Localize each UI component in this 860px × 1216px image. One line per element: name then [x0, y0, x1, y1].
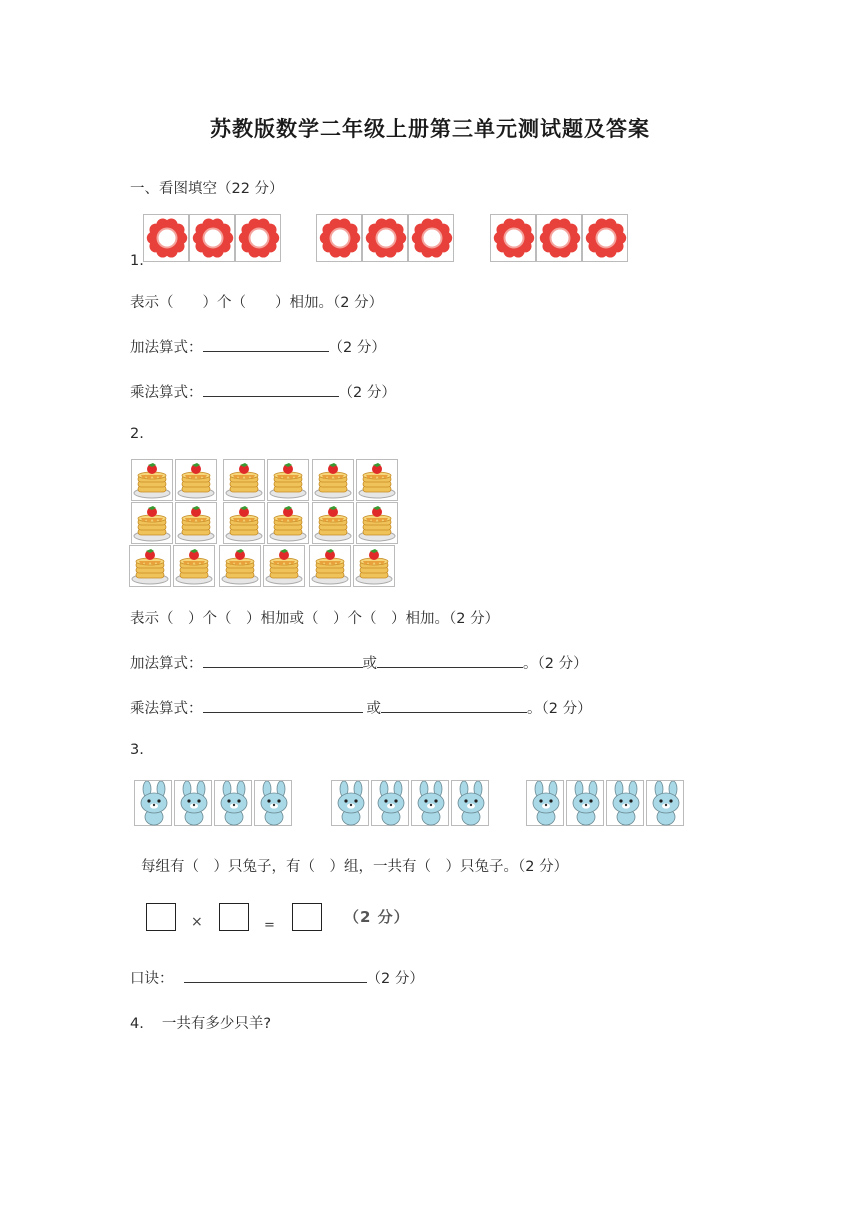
rabbit-icon — [526, 780, 564, 826]
q3-factor-box-2[interactable] — [219, 903, 249, 931]
pancake-with-strawberry-icon — [312, 502, 354, 544]
q2-multiplication-or: 或 — [366, 701, 381, 717]
q1-multiplication-blank[interactable] — [203, 382, 339, 397]
rabbit-icon — [214, 780, 252, 826]
equals-sign: = — [264, 918, 275, 933]
rabbit-icon — [451, 780, 489, 826]
q2-multiplication-label: 乘法算式： — [130, 701, 203, 717]
q1-multiplication-label: 乘法算式： — [130, 385, 203, 401]
rabbit-icon — [411, 780, 449, 826]
question-3-number: 3. — [130, 742, 144, 758]
pancake-with-strawberry-icon — [223, 459, 265, 501]
rabbit-icon — [606, 780, 644, 826]
pancake-with-strawberry-icon — [131, 459, 173, 501]
times-sign: × — [191, 914, 203, 930]
q3-description-line: 每组有（ ）只兔子，有（ ）组，一共有（ ）只兔子。（2 分） — [141, 859, 569, 875]
q2-addition-or: 或 — [362, 656, 377, 672]
pancake-with-strawberry-icon — [223, 502, 265, 544]
q1-addition-line — [130, 336, 386, 357]
page-title: 苏教版数学二年级上册第三单元测试题及答案 — [210, 117, 650, 141]
q2-multiplication-end: 。（2 分） — [527, 701, 592, 717]
rabbit-icon — [331, 780, 369, 826]
red-flower-icon — [316, 214, 362, 262]
red-flower-icon — [582, 214, 628, 262]
pancake-with-strawberry-icon — [131, 502, 173, 544]
q3-chant-line — [130, 967, 424, 988]
q2-multiplication-blank-2[interactable] — [381, 698, 527, 713]
q1-addition-label: 加法算式： — [130, 340, 203, 356]
pancake-with-strawberry-icon — [175, 459, 217, 501]
q3-chant-blank[interactable] — [184, 968, 367, 983]
q1-represent-line: 表示（ ）个（ ）相加。（2 分） — [130, 295, 384, 311]
pancake-with-strawberry-icon — [267, 459, 309, 501]
pancake-with-strawberry-icon — [129, 545, 171, 587]
pancake-with-strawberry-icon — [175, 502, 217, 544]
q3-equation-score: （2 分） — [344, 908, 410, 926]
q2-addition-end: 。（2 分） — [523, 656, 588, 672]
q2-multiplication-line — [130, 697, 592, 718]
rabbit-icon — [134, 780, 172, 826]
red-flower-icon — [408, 214, 454, 262]
rabbit-icon — [371, 780, 409, 826]
pancake-with-strawberry-icon — [353, 545, 395, 587]
question-4-line — [130, 1012, 271, 1033]
q2-addition-label: 加法算式： — [130, 656, 203, 672]
pancake-with-strawberry-icon — [219, 545, 261, 587]
question-4-number: 4. — [130, 1016, 144, 1032]
rabbit-icon — [646, 780, 684, 826]
red-flower-icon — [362, 214, 408, 262]
pancake-with-strawberry-icon — [356, 502, 398, 544]
rabbit-icon — [566, 780, 604, 826]
question-2-number: 2. — [130, 426, 144, 442]
q1-addition-blank[interactable] — [203, 337, 329, 352]
q1-addition-score: （2 分） — [328, 340, 386, 356]
rabbit-icon — [254, 780, 292, 826]
question-4-text: 一共有多少只羊? — [161, 1016, 272, 1032]
pancake-with-strawberry-icon — [312, 459, 354, 501]
section-heading: 一、看图填空（22 分） — [130, 181, 284, 197]
red-flower-icon — [189, 214, 235, 262]
rabbit-icon — [174, 780, 212, 826]
q1-multiplication-line — [130, 381, 396, 402]
red-flower-icon — [536, 214, 582, 262]
q1-multiplication-score: （2 分） — [338, 385, 396, 401]
q3-chant-score: （2 分） — [366, 971, 424, 987]
red-flower-icon — [235, 214, 281, 262]
red-flower-icon — [143, 214, 189, 262]
red-flower-icon — [490, 214, 536, 262]
pancake-with-strawberry-icon — [173, 545, 215, 587]
q2-represent-line: 表示（ ）个（ ）相加或（ ）个（ ）相加。（2 分） — [130, 611, 500, 627]
q3-chant-label: 口诀： — [130, 971, 174, 987]
q2-addition-blank-2[interactable] — [377, 653, 523, 668]
pancake-with-strawberry-icon — [263, 545, 305, 587]
pancake-with-strawberry-icon — [356, 459, 398, 501]
q3-factor-box-1[interactable] — [146, 903, 176, 931]
q2-multiplication-blank-1[interactable] — [203, 698, 363, 713]
q3-product-box[interactable] — [292, 903, 322, 931]
pancake-with-strawberry-icon — [267, 502, 309, 544]
question-1-number: 1. — [130, 253, 144, 269]
q2-addition-blank-1[interactable] — [203, 653, 363, 668]
pancake-with-strawberry-icon — [309, 545, 351, 587]
q2-addition-line — [130, 652, 588, 673]
